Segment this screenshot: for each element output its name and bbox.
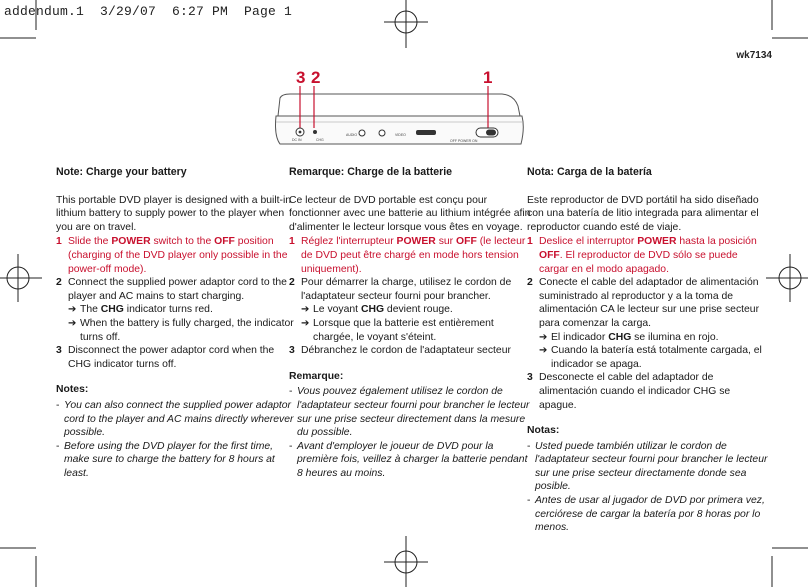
step-text: Réglez l'interrupteur — [301, 236, 397, 248]
note-item: - Avant d'employer le joueur de DVD pour la première fois, veillez à charger la batterie pendant 8 heures au moins. — [289, 440, 528, 479]
dvd-player-illustration — [270, 86, 530, 156]
note-item: - You can also connect the supplied power adaptor cord to the player and AC mains directly wherever possible. — [56, 399, 294, 439]
note-item: - Antes de usar al jugador de DVD por primera vez, cerciórese de cargar la batería por 8 horas por lo menos. — [527, 495, 765, 534]
note-item: - Vous pouvez également utilisez le cordon de l'adaptateur secteur fourni pour brancher le lecteur sur une prise secteur directement dans la mesure du possible. — [289, 386, 530, 439]
steps-list — [289, 235, 531, 357]
sub-text: indicator turns red. — [123, 304, 213, 316]
step-number: 2 — [56, 277, 62, 289]
note-text: Before using the DVD player for the first time, make sure to charge the battery for 8 hours at least. — [64, 440, 275, 479]
note-item: - Usted puede también utilizar le cordon de l'adaptateur secteur fourni pour brancher le lecteur sur une prise secteur directamente donde sea posible. — [527, 440, 768, 493]
step-text: Disconnect the power adaptor cord when the CHG indicator turns off. — [68, 345, 275, 370]
chg-label: CHG — [316, 138, 324, 142]
step-text: Débranchez le cordon de l'adaptateur secteur — [301, 345, 511, 357]
sub-text: se ilumina en rojo. — [631, 331, 719, 343]
keyword: OFF — [456, 236, 477, 248]
step-number: 1 — [56, 236, 62, 248]
section-heading: Nota: Carga de la batería — [527, 166, 652, 178]
notes-title: Notas: — [527, 425, 560, 437]
step-number: 1 — [527, 236, 533, 248]
print-header: addendum.1 3/29/07 6:27 PM Page 1 — [4, 4, 293, 19]
steps-list — [527, 235, 769, 412]
column-english — [56, 166, 298, 480]
arrow-icon: ➔ — [539, 345, 548, 357]
note-text: You can also connect the supplied power adaptor cord to the player and AC mains directly wherever possible. — [64, 399, 294, 439]
step-number: 3 — [289, 345, 295, 357]
video-label: VIDEO — [395, 133, 406, 137]
step-text: sur — [435, 236, 457, 248]
model-number: wk7134 — [736, 50, 772, 61]
callout-3: 3 — [296, 68, 306, 87]
keyword: CHG — [608, 331, 632, 343]
step-1 — [56, 235, 298, 276]
step-text: Deslice el interruptor — [539, 236, 638, 248]
keyword: OFF — [214, 236, 235, 248]
step-number: 3 — [527, 372, 533, 384]
note-text: Antes de usar al jugador de DVD por primera vez, cerciórese de cargar la batería por 8 horas por lo menos. — [535, 495, 765, 534]
arrow-icon: ➔ — [301, 304, 310, 316]
section-heading: Remarque: Charge de la batterie — [289, 166, 453, 178]
callout-1: 1 — [483, 68, 493, 87]
step-text: position (charging of the DVD player only possible in the power-off mode). — [68, 236, 288, 275]
keyword: POWER — [637, 236, 677, 248]
step-3 — [527, 371, 769, 412]
keyword: OFF — [539, 249, 560, 261]
note-text: Usted puede también utilizar le cordon de l'adaptateur secteur fourni pour brancher le lecteur sur une prise secteur directamente donde sea posible. — [535, 440, 768, 493]
step-2 — [56, 276, 298, 344]
keyword: CHG — [100, 304, 124, 316]
arrow-icon: ➔ — [539, 331, 548, 343]
arrow-icon: ➔ — [301, 317, 310, 329]
sub-step — [68, 303, 298, 317]
sub-text: When the battery is fully charged, the indicator turns off. — [80, 317, 294, 343]
dc-in-label: DC IN — [292, 138, 302, 142]
notes-title: Remarque: — [289, 370, 344, 382]
power-switch-label: OFF POWER ON — [450, 139, 478, 143]
sub-step — [301, 317, 531, 344]
arrow-icon: ➔ — [68, 304, 77, 316]
step-text: Conecte el cable del adaptador de alimentación suministrado al reproductor y a la toma de alimentación CA le lecteur sur une prise secteur para comenzar la carga. — [539, 277, 760, 329]
step-number: 1 — [289, 236, 295, 248]
arrow-icon: ➔ — [68, 317, 77, 329]
sub-step — [301, 303, 531, 317]
intro-text: Ce lecteur de DVD portable est conçu pour fonctionner avec une batterie au lithium intégrée afin d'alimenter le lecteur lorsque vous êtes en voyage. — [289, 194, 531, 233]
step-text: hasta la posición — [676, 236, 757, 248]
intro-text: This portable DVD player is designed with a built-in lithium battery to supply power to the player when you are on travel. — [56, 194, 292, 233]
step-1 — [527, 235, 769, 276]
note-item: - Before using the DVD player for the first time, make sure to charge the battery for 8 hours at least. — [56, 440, 275, 479]
step-number: 2 — [289, 277, 295, 289]
section-heading: Note: Charge your battery — [56, 166, 187, 178]
callout-2: 2 — [311, 68, 321, 87]
step-3 — [56, 344, 298, 371]
note-text: Vous pouvez également utilisez le cordon de l'adaptateur secteur fourni pour brancher le lecteur sur une prise secteur directement dans la mesure du possible. — [297, 386, 530, 439]
sub-text: devient rouge. — [384, 304, 453, 316]
keyword: POWER — [396, 236, 436, 248]
step-2 — [289, 276, 531, 344]
sub-text: El indicador — [551, 331, 609, 343]
sub-text: The — [80, 304, 101, 316]
step-text: (le lecteur de DVD peut être chargé en mode hors tension uniquement). — [301, 236, 526, 275]
audio-label: AUDIO — [346, 133, 358, 137]
intro-text: Este reproductor de DVD portátil ha sido diseñado con una batería de litio integrada para alimentar el reproductor cuando esté de viaje. — [527, 194, 759, 233]
step-text: switch to the — [150, 236, 215, 248]
keyword: CHG — [360, 304, 385, 316]
step-number: 3 — [56, 345, 62, 357]
sub-step — [68, 317, 298, 344]
step-2 — [527, 276, 769, 371]
note-text: Avant d'employer le joueur de DVD pour la première fois, veillez à charger la batterie pendant 8 heures au moins. — [297, 440, 528, 479]
sub-step — [539, 331, 769, 345]
step-1 — [289, 235, 531, 276]
step-text: . El reproductor de DVD sólo se puede cargar en el modo apagado. — [539, 249, 738, 275]
step-3 — [289, 344, 531, 358]
sub-step — [539, 344, 769, 371]
sub-text: Cuando la batería está totalmente cargada, el indicador se apaga. — [551, 345, 762, 370]
step-text: Connect the supplied power adaptor cord to the player and AC mains to start charging. — [68, 277, 287, 302]
steps-list — [56, 235, 298, 371]
column-spanish — [527, 166, 769, 535]
notes-title: Notes: — [56, 384, 89, 396]
step-text: Desconecte el cable del adaptador de alimentación cuando el indicador CHG se apague. — [539, 372, 731, 411]
sub-text: Lorsque que la batterie est entièrement chargée, le voyant s'éteint. — [313, 317, 494, 343]
column-french — [289, 166, 531, 480]
sub-text: Le voyant — [313, 304, 361, 316]
step-text: Pour démarrer la charge, utilisez le cordon de l'adaptateur secteur fourni pour brancher. — [301, 277, 512, 302]
step-text: Slide the — [68, 236, 112, 248]
keyword: POWER — [111, 236, 151, 248]
step-number: 2 — [527, 277, 533, 289]
